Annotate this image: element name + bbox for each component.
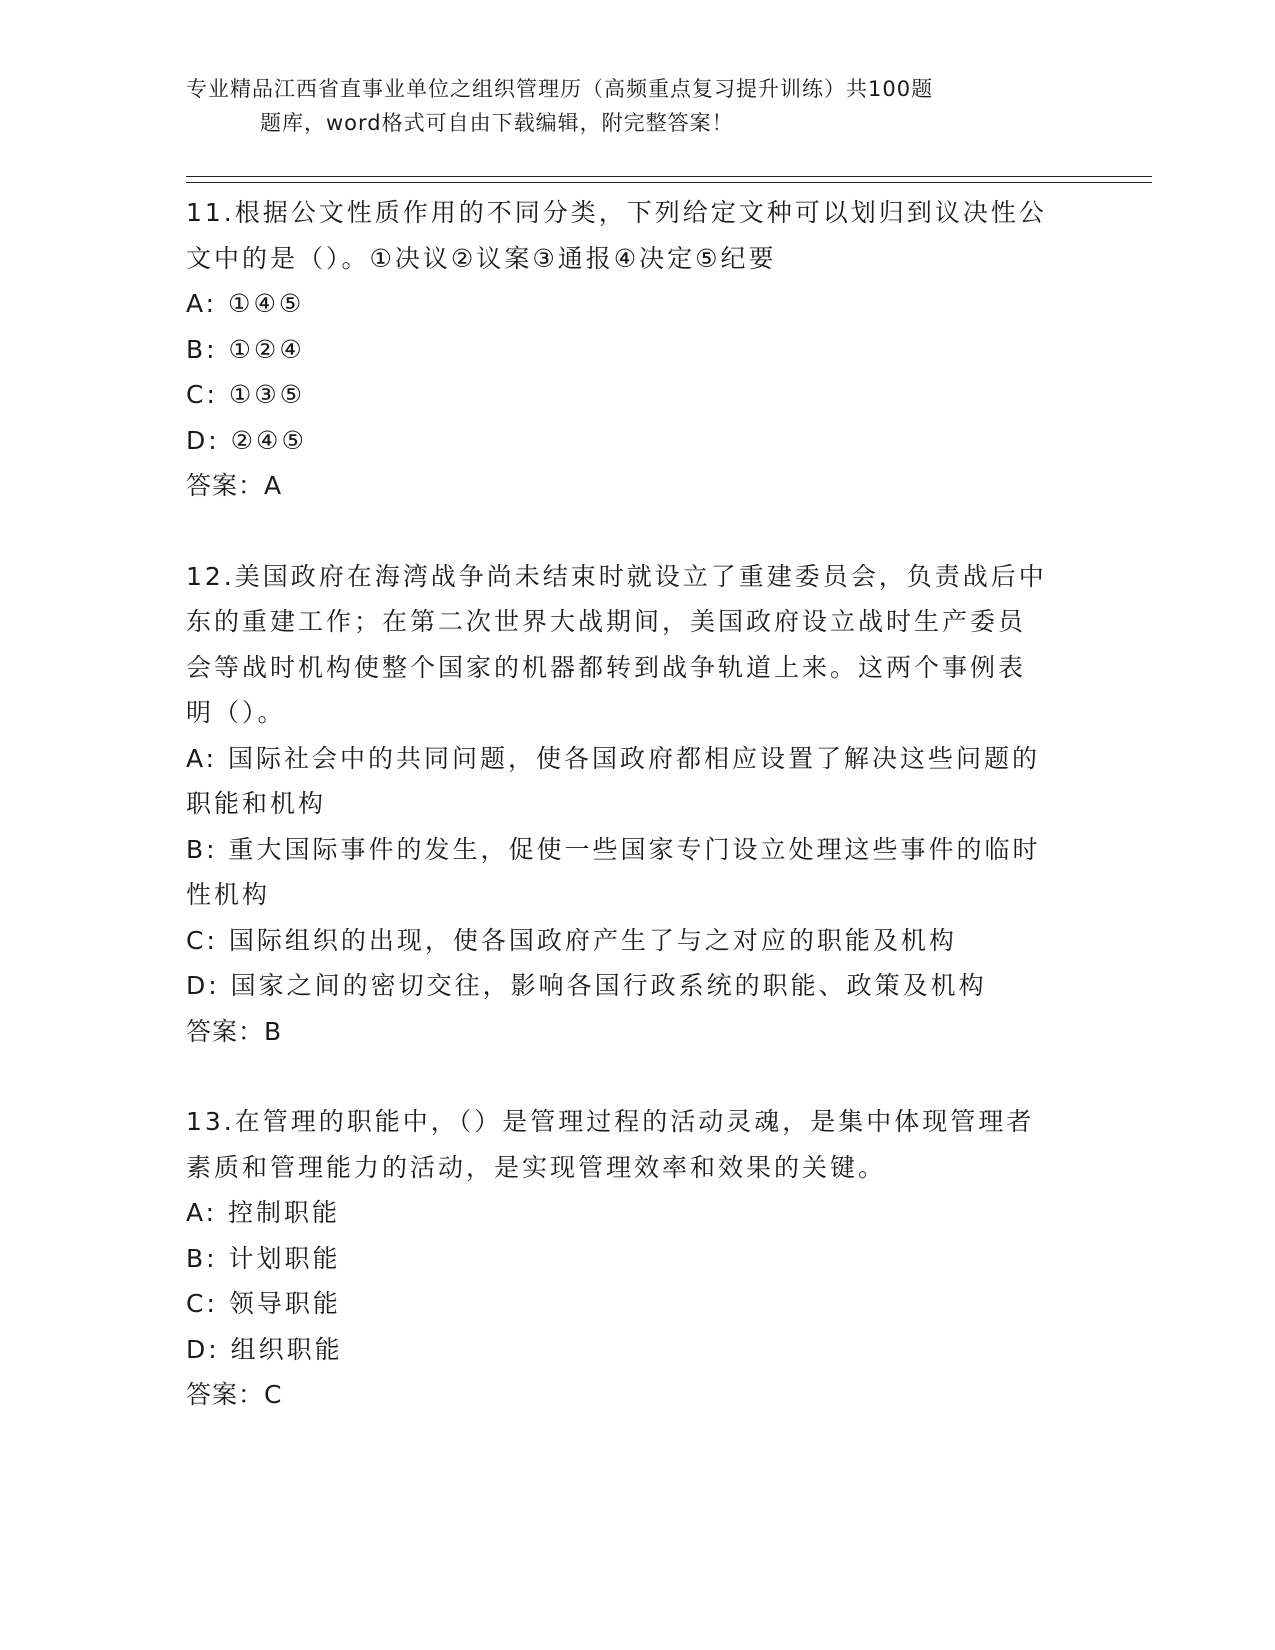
option-b: B: 重大国际事件的发生，促使一些国家专门设立处理这些事件的临时 [186, 834, 1041, 864]
document-header [186, 72, 1066, 140]
header-divider-bottom [186, 182, 1152, 183]
question-13 [186, 1099, 1086, 1418]
question-stem-line: 文中的是（）。①决议②议案③通报④决定⑤纪要 [186, 243, 777, 273]
question-stem-line: 13.在管理的职能中，（）是管理过程的活动灵魂，是集中体现管理者 [186, 1107, 1035, 1136]
option-a: A: 国际社会中的共同问题，使各国政府都相应设置了解决这些问题的 [186, 743, 1041, 773]
answer-line: 答案：B [186, 1016, 283, 1046]
option-c: C: 领导职能 [186, 1289, 341, 1318]
option-c: C: ①③⑤ [186, 380, 306, 409]
question-12 [186, 554, 1086, 1055]
question-stem-line: 11.根据公文性质作用的不同分类，下列给定文种可以划归到议决性公 [186, 198, 1047, 227]
question-stem-line: 明（）。 [186, 698, 286, 727]
header-title-line-1: 专业精品江西省直事业单位之组织管理历（高频重点复习提升训练）共100题 [186, 77, 934, 101]
answer-line: 答案：C [186, 1380, 283, 1409]
question-stem-line: 12.美国政府在海湾战争尚未结束时就设立了重建委员会，负责战后中 [186, 561, 1047, 591]
question-stem-line: 会等战时机构使整个国家的机器都转到战争轨道上来。这两个事例表 [186, 652, 1027, 682]
option-d: D: 组织职能 [186, 1334, 343, 1364]
option-b-continued: 性机构 [186, 880, 271, 909]
question-spacer [186, 1054, 1086, 1099]
question-spacer [186, 509, 1086, 554]
option-b: B: 计划职能 [186, 1243, 341, 1273]
header-title-line-2: 题库，word格式可自由下载编辑，附完整答案！ [260, 111, 734, 135]
option-d: D: 国家之间的密切交往，影响各国行政系统的职能、政策及机构 [186, 971, 987, 1000]
option-b: B: ①②④ [186, 334, 305, 364]
option-a: A: 控制职能 [186, 1198, 341, 1227]
answer-line: 答案：A [186, 471, 283, 500]
question-stem-line: 素质和管理能力的活动，是实现管理效率和效果的关键。 [186, 1152, 887, 1182]
header-divider-top [186, 176, 1152, 177]
option-a-continued: 职能和机构 [186, 789, 327, 818]
question-list [186, 190, 1086, 1418]
question-stem-line: 东的重建工作；在第二次世界大战期间，美国政府设立战时生产委员 [186, 607, 1027, 636]
option-a: A: ①④⑤ [186, 289, 305, 318]
option-c: C: 国际组织的出现，使各国政府产生了与之对应的职能及机构 [186, 925, 957, 955]
question-11 [186, 190, 1086, 509]
option-d: D: ②④⑤ [186, 425, 307, 455]
